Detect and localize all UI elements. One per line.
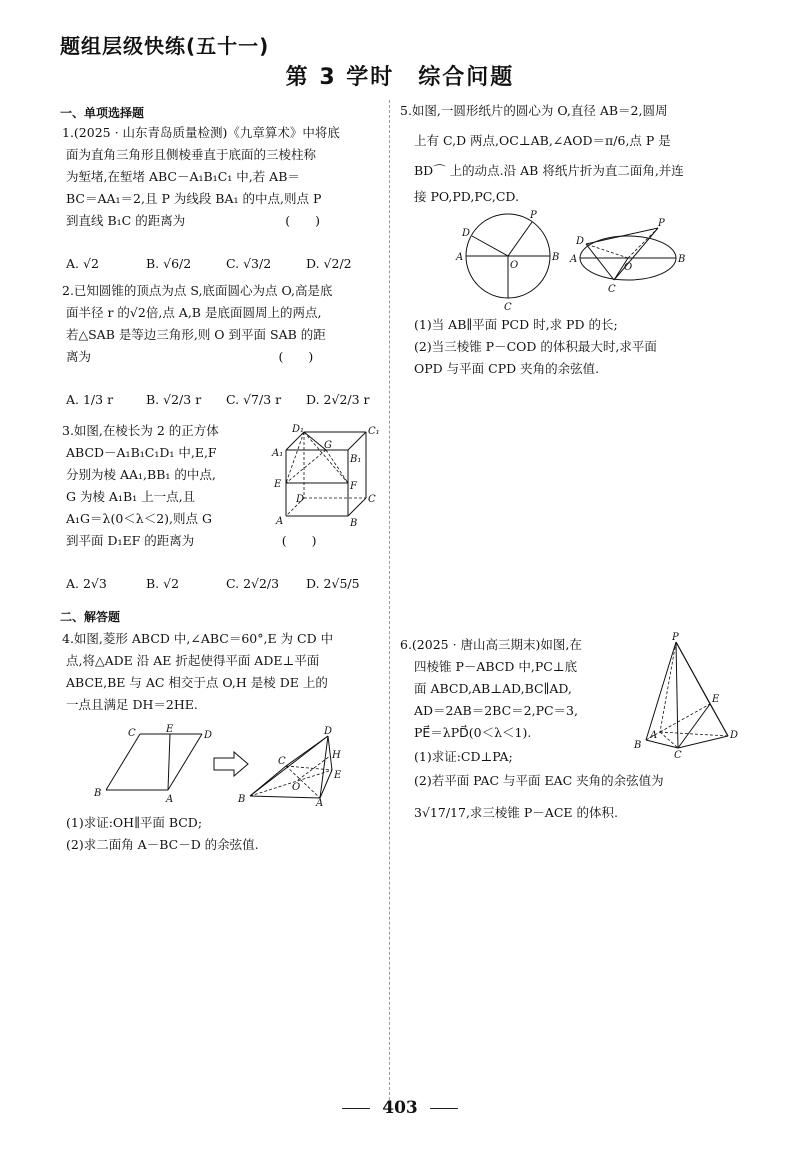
q4-left-label: A — [166, 794, 174, 805]
q4-right-label: B — [238, 794, 246, 805]
q6-line: 面 ABCD,AB⊥AD,BC∥AD, — [414, 681, 572, 696]
q3-label: E — [274, 479, 282, 490]
q2-line: 2.已知圆锥的顶点为点 S,底面圆心为点 O,高是底 — [62, 283, 333, 298]
q5-left-label: O — [510, 260, 519, 271]
q3-label: G — [324, 440, 332, 451]
q3-label: D₁ — [292, 424, 305, 435]
section-answer: 二、解答题 — [60, 610, 121, 624]
exercise-set-header: 题组层级快练(五十一) — [60, 34, 270, 58]
q6-line: 四棱锥 P－ABCD 中,PC⊥底 — [414, 659, 578, 674]
q5-circle-figure — [454, 206, 694, 310]
q6-label: P — [672, 632, 679, 643]
page-number-block — [0, 1098, 800, 1118]
q4-line: 点,将△ADE 沿 AE 折起使得平面 ADE⊥平面 — [66, 653, 320, 668]
q6-line: 6.(2025 · 唐山高三期末)如图,在 — [400, 637, 582, 652]
q4-rhombus-figure — [92, 724, 352, 806]
q1-line: 面为直角三角形且侧棱垂直于底面的三棱柱称 — [66, 147, 317, 162]
q3-label: D — [296, 494, 305, 505]
q6-sub-1: (1)求证:CD⊥PA; — [414, 749, 513, 764]
q5-right-label: C — [608, 284, 616, 295]
q4-left-label: E — [166, 724, 174, 735]
q3-line: 3.如图,在棱长为 2 的正方体 — [62, 423, 219, 438]
q6-sub-2: (2)若平面 PAC 与平面 EAC 夹角的余弦值为 — [414, 773, 664, 788]
q3-cube-figure — [268, 420, 384, 530]
q3-line: 分别为棱 AA₁,BB₁ 的中点, — [66, 467, 216, 482]
q2-option-d: D. 2√2/3 r — [306, 392, 370, 407]
q6-label: C — [674, 750, 682, 758]
q5-left-label: P — [530, 210, 537, 221]
q5-right-label: P — [658, 218, 665, 229]
q3-label: B — [350, 518, 358, 529]
q4-right-label: H — [332, 750, 341, 761]
q6-label: B — [634, 740, 642, 751]
q5-line: 5.如图,一圆形纸片的圆心为 O,直径 AB＝2,圆周 — [400, 103, 668, 118]
q6-sub-3: 3√17/17,求三棱锥 P－ACE 的体积. — [414, 805, 618, 820]
q4-left-label: D — [204, 730, 213, 741]
column-divider — [389, 100, 390, 1100]
section-single-choice: 一、单项选择题 — [60, 106, 145, 120]
q6-line: PE⃗＝λPD⃗(0＜λ＜1). — [414, 725, 532, 740]
q2-line: 面半径 r 的√2倍,点 A,B 是底面圆周上的两点, — [66, 305, 322, 320]
q5-sub-3: OPD 与平面 CPD 夹角的余弦值. — [414, 361, 600, 376]
q5-left-label: A — [456, 252, 464, 263]
q4-line: 4.如图,菱形 ABCD 中,∠ABC＝60°,E 为 CD 中 — [62, 631, 334, 646]
q6-label: E — [712, 694, 720, 705]
q5-left-label: C — [504, 302, 512, 310]
q2-option-b: B. √2/3 r — [146, 392, 202, 407]
q1-line: 到直线 B₁C 的距离为 ( ) — [66, 213, 320, 228]
q3-label: F — [350, 481, 357, 492]
q3-label: A — [276, 516, 284, 527]
q4-sub-1: (1)求证:OH∥平面 BCD; — [66, 815, 203, 830]
page-title: 第 3 学时 综合问题 — [285, 65, 515, 90]
q3-line: A₁G＝λ(0＜λ＜2),则点 G — [66, 511, 212, 526]
q5-right-label: O — [624, 262, 633, 273]
q1-line: 为堑堵,在堑堵 ABC－A₁B₁C₁ 中,若 AB＝ — [66, 169, 300, 184]
q3-option-b: B. √2 — [146, 576, 180, 591]
q5-line: BD⌒ 上的动点.沿 AB 将纸片折为直二面角,并连 — [414, 163, 684, 178]
q5-sub-2: (2)当三棱锥 P－COD 的体积最大时,求平面 — [414, 339, 657, 354]
q1-line: 1.(2025 · 山东青岛质量检测)《九章算术》中将底 — [62, 125, 340, 140]
q3-label: C — [368, 494, 376, 505]
q3-line: 到平面 D₁EF 的距离为 ( ) — [66, 533, 317, 548]
q4-right-label: E — [334, 770, 342, 781]
q6-line: AD＝2AB＝2BC＝2,PC＝3, — [414, 703, 578, 718]
q3-label: A₁ — [272, 448, 284, 459]
q2-line: 离为 ( ) — [66, 349, 314, 364]
q5-right-label: D — [576, 236, 585, 247]
q5-right-label: A — [570, 254, 578, 265]
q2-line: 若△SAB 是等边三角形,则 O 到平面 SAB 的距 — [66, 327, 326, 342]
q5-line: 接 PO,PD,PC,CD. — [414, 189, 519, 204]
q4-line: ABCE,BE 与 AC 相交于点 O,H 是棱 DE 上的 — [66, 675, 328, 690]
q1-option-c: C. √3/2 — [226, 256, 272, 271]
page-number-dash-left — [342, 1108, 370, 1109]
q3-option-d: D. 2√5/5 — [306, 576, 360, 591]
q4-right-label: O — [292, 782, 301, 793]
q3-line: G 为棱 A₁B₁ 上一点,且 — [66, 489, 196, 504]
q1-line: BC＝AA₁＝2,且 P 为线段 BA₁ 的中点,则点 P — [66, 191, 322, 206]
q4-right-label: C — [278, 756, 286, 767]
q1-option-a: A. √2 — [66, 256, 99, 271]
q6-pyramid-figure — [632, 632, 742, 758]
q3-label: B₁ — [350, 454, 362, 465]
q5-left-label: D — [462, 228, 471, 239]
q1-option-d: D. √2/2 — [306, 256, 352, 271]
q5-sub-1: (1)当 AB∥平面 PCD 时,求 PD 的长; — [414, 317, 618, 332]
q2-option-a: A. 1/3 r — [66, 392, 114, 407]
q3-option-a: A. 2√3 — [66, 576, 107, 591]
q4-sub-2: (2)求二面角 A－BC－D 的余弦值. — [66, 837, 259, 852]
q4-line: 一点且满足 DH＝2HE. — [66, 697, 198, 712]
q5-line: 上有 C,D 两点,OC⊥AB,∠AOD＝π/6,点 P 是 — [414, 133, 671, 148]
q4-right-label: A — [316, 798, 324, 806]
q6-label: A — [650, 730, 658, 741]
q3-option-c: C. 2√2/3 — [226, 576, 280, 591]
q3-label: C₁ — [368, 426, 380, 437]
q4-left-label: B — [94, 788, 102, 799]
page-number-dash-right — [430, 1108, 458, 1109]
q3-line: ABCD－A₁B₁C₁D₁ 中,E,F — [66, 445, 217, 460]
q5-left-label: B — [552, 252, 560, 263]
q4-right-label: D — [324, 726, 333, 737]
q6-label: D — [730, 730, 739, 741]
q4-left-label: C — [128, 728, 136, 739]
q5-right-label: B — [678, 254, 686, 265]
q1-option-b: B. √6/2 — [146, 256, 192, 271]
page-number: 403 — [382, 1098, 418, 1118]
q2-option-c: C. √7/3 r — [226, 392, 282, 407]
